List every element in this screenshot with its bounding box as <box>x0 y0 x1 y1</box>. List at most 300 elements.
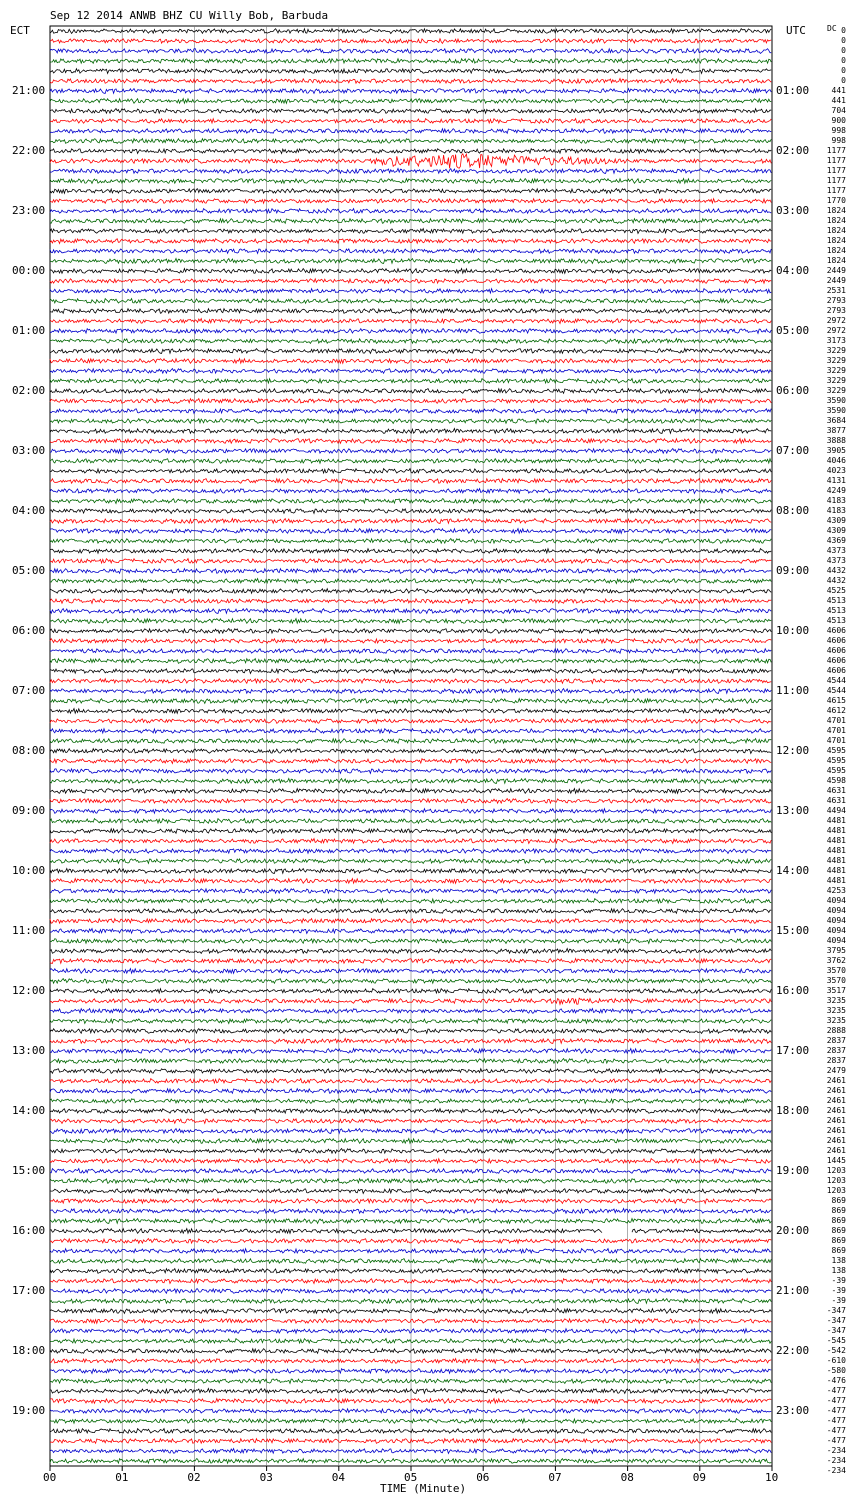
right-hour-label: 07:00 <box>776 444 810 457</box>
trace-line <box>50 319 771 324</box>
trace-line <box>50 1059 771 1064</box>
dc-offset-label: 3888 <box>826 436 846 445</box>
trace-line <box>50 929 771 934</box>
dc-offset-label: 441 <box>831 96 846 105</box>
trace-line <box>50 729 771 734</box>
trace-line <box>50 519 771 524</box>
trace-line <box>50 1199 771 1204</box>
minute-gridlines <box>122 26 700 1466</box>
dc-offset-label: 3229 <box>826 376 846 385</box>
dc-offset-label: 2461 <box>826 1076 846 1085</box>
dc-offset-label: 4369 <box>826 536 846 545</box>
dc-offset-label: 4606 <box>826 636 846 645</box>
trace-line <box>50 689 771 694</box>
trace-line <box>50 839 771 844</box>
trace-line <box>50 1309 771 1314</box>
trace-line <box>50 1459 771 1464</box>
trace-line <box>50 459 771 464</box>
trace-line <box>50 479 771 484</box>
dc-offset-label: 869 <box>831 1206 846 1215</box>
dc-offset-label: 4612 <box>826 706 846 715</box>
trace-line <box>50 1239 771 1244</box>
dc-offset-label: -477 <box>826 1396 846 1405</box>
trace-line <box>50 389 771 394</box>
trace-line <box>50 759 771 764</box>
dc-offset-label: 0 <box>841 36 846 45</box>
trace-line <box>50 379 771 384</box>
right-timezone-label: UTC <box>786 24 806 37</box>
right-hour-label: 09:00 <box>776 564 810 577</box>
dc-offset-label: 2972 <box>826 316 846 325</box>
dc-offset-label: 4701 <box>826 726 846 735</box>
dc-offset-label: 4481 <box>826 866 846 875</box>
trace-line <box>50 1359 771 1364</box>
trace-line <box>50 59 771 64</box>
dc-offset-label: -234 <box>826 1446 846 1455</box>
dc-offset-label: 4481 <box>826 836 846 845</box>
left-hour-label: 17:00 <box>12 1284 46 1297</box>
trace-line <box>50 529 771 534</box>
right-hour-label: 13:00 <box>776 804 810 817</box>
left-hour-label: 02:00 <box>12 384 46 397</box>
trace-line <box>50 1409 771 1414</box>
dc-offset-label: 4249 <box>826 486 846 495</box>
trace-line <box>50 629 771 634</box>
trace-line <box>50 309 771 314</box>
trace-line <box>50 849 771 854</box>
trace-line <box>50 1229 771 1234</box>
trace-line <box>50 949 771 954</box>
trace-line <box>50 889 771 894</box>
trace-line <box>50 1049 771 1054</box>
trace-line <box>50 259 771 264</box>
trace-line <box>50 154 771 169</box>
trace-line <box>50 449 771 454</box>
trace-line <box>50 1109 771 1114</box>
trace-line <box>50 939 771 944</box>
trace-line <box>50 1439 771 1444</box>
left-hour-label: 09:00 <box>12 804 46 817</box>
trace-line <box>50 179 771 184</box>
left-hour-label: 13:00 <box>12 1044 46 1057</box>
dc-offset-label: 4606 <box>826 666 846 675</box>
trace-line <box>50 959 771 964</box>
dc-offset-label: 2972 <box>826 326 846 335</box>
dc-offset-label: -476 <box>826 1376 846 1385</box>
trace-line <box>50 189 771 194</box>
dc-offset-label: 4373 <box>826 546 846 555</box>
dc-offset-label: 1824 <box>826 256 846 265</box>
dc-offset-label: 3905 <box>826 446 846 455</box>
right-hour-label: 20:00 <box>776 1224 810 1237</box>
left-hour-label: 06:00 <box>12 624 46 637</box>
trace-line <box>50 1139 771 1144</box>
trace-line <box>50 909 771 914</box>
trace-line <box>50 219 771 224</box>
dc-offset-label: 138 <box>831 1256 846 1265</box>
dc-offset-label: -545 <box>826 1336 846 1345</box>
left-hour-label: 12:00 <box>12 984 46 997</box>
dc-offset-label: -477 <box>826 1406 846 1415</box>
trace-line <box>50 239 771 244</box>
dc-offset-label: 3877 <box>826 426 846 435</box>
trace-line <box>50 879 771 884</box>
dc-offset-label: 1824 <box>826 246 846 255</box>
dc-offset-label: -610 <box>826 1356 846 1365</box>
dc-offset-label: 998 <box>831 136 846 145</box>
dc-offset-label: 2793 <box>826 306 846 315</box>
dc-offset-label: 4544 <box>826 676 846 685</box>
trace-line <box>50 99 771 104</box>
dc-offset-label: 4183 <box>826 506 846 515</box>
dc-offset-label: 4481 <box>826 826 846 835</box>
trace-line <box>50 829 771 834</box>
trace-line <box>50 349 771 354</box>
dc-offset-label: 1177 <box>826 156 846 165</box>
dc-offset-label: 4094 <box>826 906 846 915</box>
dc-offset-label: 3229 <box>826 366 846 375</box>
trace-line <box>50 149 771 154</box>
dc-offset-label: 4481 <box>826 816 846 825</box>
x-tick-label: 05 <box>404 1471 418 1484</box>
trace-line <box>50 39 771 44</box>
dc-offset-label: 900 <box>831 116 846 125</box>
trace-line <box>50 769 771 774</box>
dc-offset-label: 2837 <box>826 1036 846 1045</box>
left-hour-label: 22:00 <box>12 144 46 157</box>
right-hour-label: 16:00 <box>776 984 810 997</box>
dc-offset-label: 0 <box>841 46 846 55</box>
x-tick-label: 03 <box>259 1471 273 1484</box>
trace-line <box>50 649 771 654</box>
left-hour-label: 10:00 <box>12 864 46 877</box>
right-hour-label: 17:00 <box>776 1044 810 1057</box>
x-tick-label: 00 <box>43 1471 57 1484</box>
dc-offset-label: 2461 <box>826 1146 846 1155</box>
dc-offset-label: 3235 <box>826 996 846 1005</box>
dc-offset-label: 2837 <box>826 1056 846 1065</box>
right-hour-label: 22:00 <box>776 1344 810 1357</box>
dc-offset-label: 3235 <box>826 1016 846 1025</box>
dc-offset-label: 3235 <box>826 1006 846 1015</box>
trace-line <box>50 1129 771 1134</box>
dc-offset-label: -477 <box>826 1386 846 1395</box>
dc-offset-label: 2479 <box>826 1066 846 1075</box>
dc-offset-label: 869 <box>831 1226 846 1235</box>
dc-offset-label: -477 <box>826 1426 846 1435</box>
trace-line <box>50 1449 771 1454</box>
dc-offset-label: 4094 <box>826 926 846 935</box>
dc-offset-label: 4432 <box>826 576 846 585</box>
trace-line <box>50 469 771 474</box>
left-hour-label: 21:00 <box>12 84 46 97</box>
trace-line <box>50 639 771 644</box>
trace-line <box>50 89 771 94</box>
trace-line <box>50 1399 771 1404</box>
right-hour-label: 12:00 <box>776 744 810 757</box>
trace-line <box>50 1389 771 1394</box>
dc-offset-label: 4513 <box>826 616 846 625</box>
dc-offset-label: 0 <box>841 66 846 75</box>
trace-line <box>50 539 771 544</box>
trace-line <box>50 169 771 174</box>
trace-line <box>50 969 771 974</box>
trace-line <box>50 579 771 584</box>
trace-line <box>50 109 771 114</box>
dc-offset-label: 704 <box>831 106 846 115</box>
dc-offset-label: 1824 <box>826 226 846 235</box>
dc-offset-label: 2531 <box>826 286 846 295</box>
right-hour-label: 02:00 <box>776 144 810 157</box>
dc-offset-label: 4595 <box>826 756 846 765</box>
trace-line <box>50 429 771 434</box>
dc-offset-label: 1203 <box>826 1186 846 1195</box>
trace-line <box>50 1219 771 1224</box>
left-hour-label: 08:00 <box>12 744 46 757</box>
trace-line <box>50 1169 771 1174</box>
dc-offset-label: -347 <box>826 1316 846 1325</box>
trace-line <box>50 269 771 274</box>
trace-line <box>50 1159 771 1164</box>
dc-offset-label: -39 <box>831 1296 846 1305</box>
dc-offset-label: 4606 <box>826 646 846 655</box>
dc-offset-label: 2837 <box>826 1046 846 1055</box>
dc-offset-label: 138 <box>831 1266 846 1275</box>
left-hour-label: 19:00 <box>12 1404 46 1417</box>
dc-offset-label: 4309 <box>826 516 846 525</box>
dc-offset-label: 998 <box>831 126 846 135</box>
chart-title: Sep 12 2014 ANWB BHZ CU Willy Bob, Barbuda <box>50 9 329 22</box>
dc-offset-label: 3229 <box>826 356 846 365</box>
trace-line <box>50 1269 771 1274</box>
right-hour-label: 03:00 <box>776 204 810 217</box>
left-hour-label: 18:00 <box>12 1344 46 1357</box>
dc-offset-label: 3762 <box>826 956 846 965</box>
trace-line <box>50 589 771 594</box>
trace-line <box>50 749 771 754</box>
dc-offset-label: 0 <box>841 76 846 85</box>
dc-offset-label: 4481 <box>826 846 846 855</box>
left-hour-label: 03:00 <box>12 444 46 457</box>
right-hour-label: 05:00 <box>776 324 810 337</box>
trace-line <box>50 819 771 824</box>
trace-line <box>50 669 771 674</box>
dc-offset-label: 4615 <box>826 696 846 705</box>
x-tick-label: 01 <box>115 1471 129 1484</box>
trace-line <box>50 989 771 994</box>
left-hour-label: 16:00 <box>12 1224 46 1237</box>
trace-line <box>50 1279 771 1284</box>
right-hour-label: 15:00 <box>776 924 810 937</box>
left-hour-label: 05:00 <box>12 564 46 577</box>
trace-line <box>50 619 771 624</box>
trace-line <box>50 489 771 494</box>
right-hour-label: 11:00 <box>776 684 810 697</box>
trace-line <box>50 1319 771 1324</box>
dc-offset-label: 1824 <box>826 216 846 225</box>
dc-offset-label: 3570 <box>826 966 846 975</box>
dc-offset-label: 4701 <box>826 716 846 725</box>
left-hour-label: 23:00 <box>12 204 46 217</box>
trace-line <box>50 1079 771 1084</box>
x-tick-label: 07 <box>548 1471 562 1484</box>
x-axis-label: TIME (Minute) <box>380 1482 467 1495</box>
dc-offset-label: 4094 <box>826 916 846 925</box>
dc-offset-label: 869 <box>831 1216 846 1225</box>
dc-offset-label: 4595 <box>826 746 846 755</box>
trace-line <box>50 1369 771 1374</box>
dc-offset-label: 3590 <box>826 396 846 405</box>
trace-line <box>50 1329 771 1334</box>
trace-line <box>50 659 771 664</box>
dc-offset-label: 4544 <box>826 686 846 695</box>
right-hour-label: 23:00 <box>776 1404 810 1417</box>
dc-offset-label: -477 <box>826 1436 846 1445</box>
dc-offset-label: 3517 <box>826 986 846 995</box>
x-tick-label: 10 <box>765 1471 779 1484</box>
dc-offset-label: 3229 <box>826 386 846 395</box>
right-hour-label: 01:00 <box>776 84 810 97</box>
trace-line <box>50 1069 771 1074</box>
trace-line <box>50 229 771 234</box>
dc-offset-label: -234 <box>826 1456 846 1465</box>
trace-line <box>50 679 771 684</box>
trace-line <box>50 739 771 744</box>
dc-offset-label: 1770 <box>826 196 846 205</box>
dc-offset-label: 4253 <box>826 886 846 895</box>
trace-line <box>50 1429 771 1434</box>
trace-line <box>50 799 771 804</box>
dc-offset-label: 1177 <box>826 146 846 155</box>
left-hour-label: 01:00 <box>12 324 46 337</box>
dc-offset-label: 869 <box>831 1246 846 1255</box>
dc-offset-label: -580 <box>826 1366 846 1375</box>
dc-offset-label: 4183 <box>826 496 846 505</box>
left-timezone-label: ECT <box>10 24 30 37</box>
trace-line <box>50 1019 771 1024</box>
right-hour-label: 18:00 <box>776 1104 810 1117</box>
dc-offset-label: 4094 <box>826 896 846 905</box>
trace-line <box>50 709 771 714</box>
trace-line <box>50 779 771 784</box>
trace-line <box>50 1119 771 1124</box>
trace-line <box>50 699 771 704</box>
trace-line <box>50 289 771 294</box>
trace-line <box>50 809 771 814</box>
trace-line <box>50 359 771 364</box>
dc-offset-label: 1445 <box>826 1156 846 1165</box>
trace-line <box>50 1419 771 1424</box>
dc-offset-label: 2461 <box>826 1096 846 1105</box>
dc-offset-label: 1203 <box>826 1176 846 1185</box>
dc-offset-label: 4598 <box>826 776 846 785</box>
left-hour-label: 15:00 <box>12 1164 46 1177</box>
dc-offset-label: 4701 <box>826 736 846 745</box>
dc-offset-label: 2461 <box>826 1086 846 1095</box>
right-hour-label: 21:00 <box>776 1284 810 1297</box>
seismic-traces <box>50 29 771 1464</box>
trace-line <box>50 199 771 204</box>
dc-offset-label: 1177 <box>826 176 846 185</box>
trace-line <box>50 249 771 254</box>
dc-offset-label: 4631 <box>826 786 846 795</box>
dc-offset-label: 3570 <box>826 976 846 985</box>
trace-line <box>50 79 771 84</box>
dc-offset-label: 0 <box>841 26 846 35</box>
trace-line <box>50 369 771 374</box>
dc-offset-label: -39 <box>831 1276 846 1285</box>
trace-line <box>50 49 771 54</box>
dc-offset-label: 1177 <box>826 166 846 175</box>
left-hour-label: 04:00 <box>12 504 46 517</box>
dc-offset-label: 869 <box>831 1236 846 1245</box>
dc-offset-label: 2461 <box>826 1116 846 1125</box>
dc-offset-label: 2888 <box>826 1026 846 1035</box>
trace-line <box>50 1029 771 1034</box>
trace-line <box>50 329 771 334</box>
trace-line <box>50 209 771 214</box>
trace-line <box>50 609 771 614</box>
trace-line <box>50 409 771 414</box>
trace-line <box>50 299 771 304</box>
trace-line <box>50 1009 771 1014</box>
trace-line <box>50 1189 771 1194</box>
dc-offset-label: 2793 <box>826 296 846 305</box>
dc-offset-label: 1203 <box>826 1166 846 1175</box>
dc-offset-label: 4023 <box>826 466 846 475</box>
trace-line <box>50 1039 771 1044</box>
dc-offset-label: 2461 <box>826 1126 846 1135</box>
trace-line <box>50 789 771 794</box>
trace-line <box>50 559 771 564</box>
dc-offset-label: 1177 <box>826 186 846 195</box>
dc-offset-label: 4432 <box>826 566 846 575</box>
trace-line <box>50 1099 771 1104</box>
trace-line <box>50 919 771 924</box>
trace-line <box>50 119 771 124</box>
dc-offset-label: 441 <box>831 86 846 95</box>
dc-offset-label: 0 <box>841 56 846 65</box>
trace-line <box>50 599 771 604</box>
dc-offset-label: 4309 <box>826 526 846 535</box>
dc-offset-label: 2449 <box>826 276 846 285</box>
dc-offset-label: 4525 <box>826 586 846 595</box>
trace-line <box>50 859 771 864</box>
trace-line <box>50 1289 771 1294</box>
dc-offset-label: 3173 <box>826 336 846 345</box>
dc-offset-label: 4046 <box>826 456 846 465</box>
dc-offset-label: 4595 <box>826 766 846 775</box>
left-hour-label: 11:00 <box>12 924 46 937</box>
dc-offset-label: 4631 <box>826 796 846 805</box>
right-hour-label: 14:00 <box>776 864 810 877</box>
trace-line <box>50 979 771 984</box>
trace-line <box>50 419 771 424</box>
dc-offset-label: 4494 <box>826 806 846 815</box>
dc-offset-label: 2449 <box>826 266 846 275</box>
right-hour-label: 08:00 <box>776 504 810 517</box>
dc-offset-label: 3590 <box>826 406 846 415</box>
trace-line <box>50 139 771 144</box>
dc-offset-label: 3795 <box>826 946 846 955</box>
trace-line <box>50 509 771 514</box>
trace-line <box>50 569 771 574</box>
right-hour-label: 06:00 <box>776 384 810 397</box>
right-hour-label: 19:00 <box>776 1164 810 1177</box>
dc-offset-label: -477 <box>826 1416 846 1425</box>
dc-offset-label: 3229 <box>826 346 846 355</box>
dc-offset-label: 4481 <box>826 856 846 865</box>
